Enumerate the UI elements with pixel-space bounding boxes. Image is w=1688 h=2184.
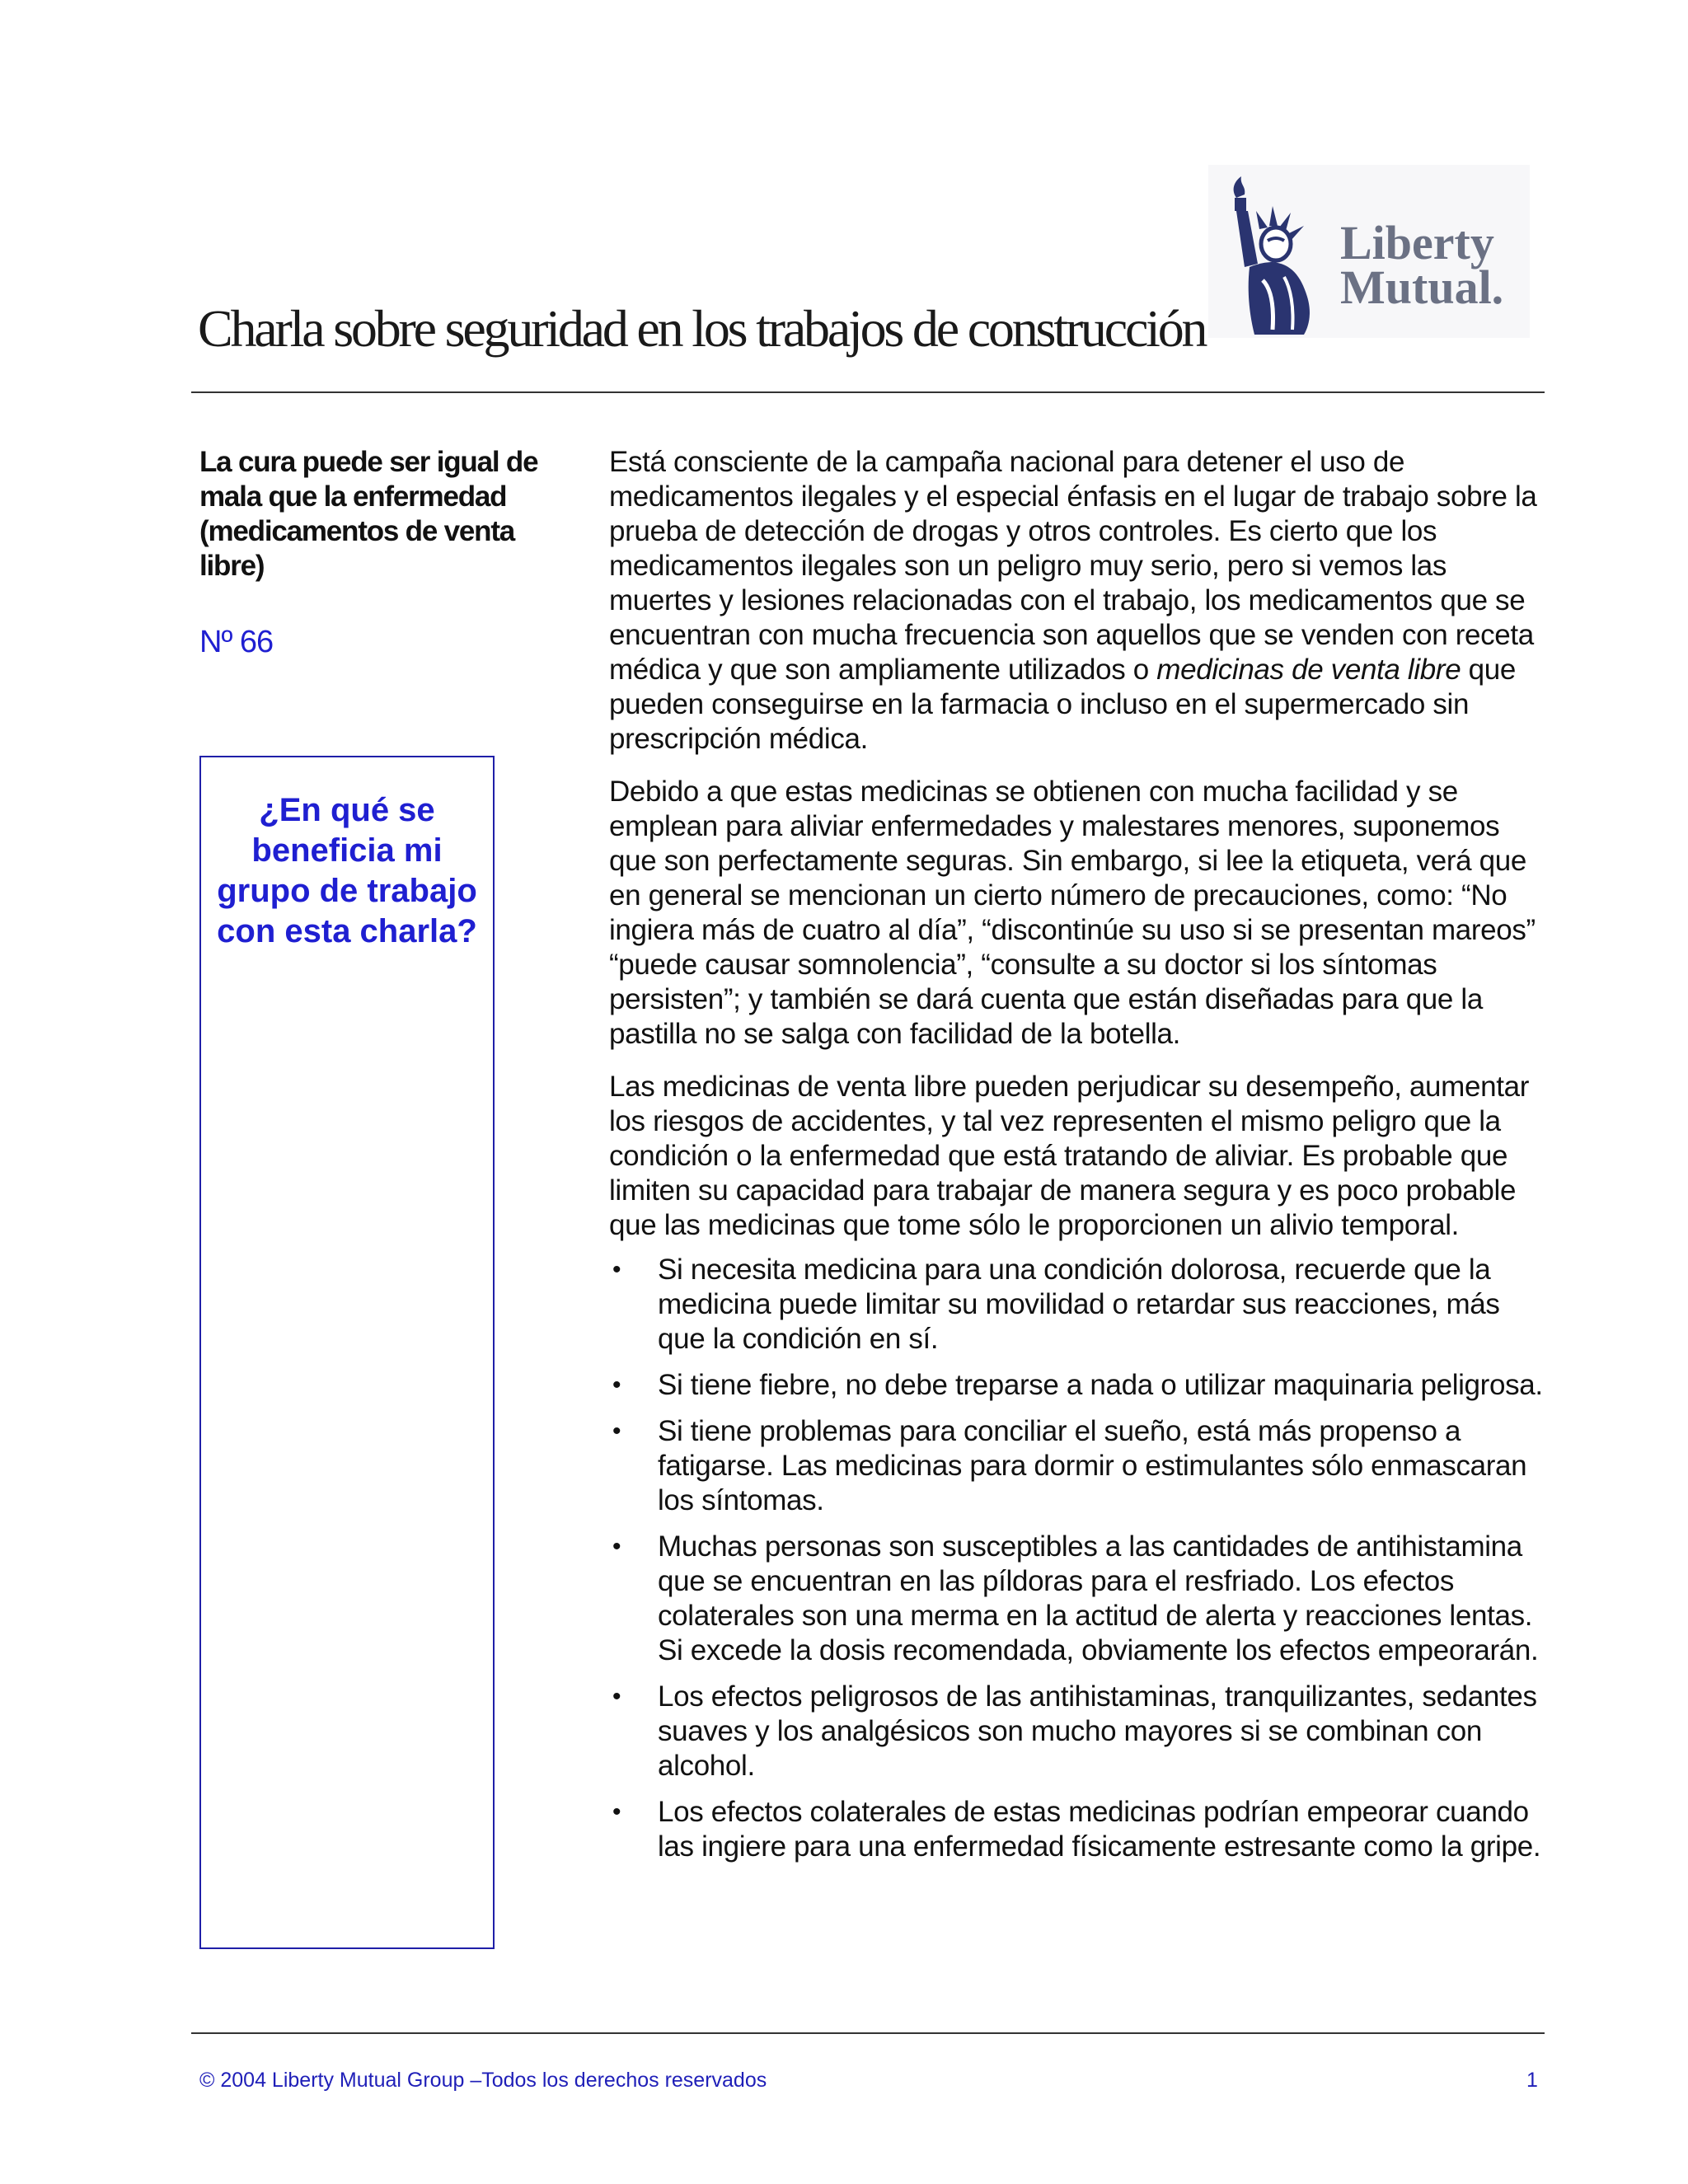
bullet-icon: • xyxy=(612,1371,621,1399)
list-item-text: Los efectos peligrosos de las antihistaminas, tranquilizantes, sedantes suaves y los analgésicos son mucho mayores si se combinan con alcohol. xyxy=(658,1680,1537,1782)
paragraph-3: Las medicinas de venta libre pueden perjudicar su desempeño, aumentar los riesgos de accidentes, y tal vez representen el mismo peligro que la condición o la enfermedad que está tratando de aliviar. Es probable que limiten su capacidad para trabajar de manera segura y es poco probable que las medicinas que tome sólo le proporcionen un alivio temporal. xyxy=(609,1071,1529,1241)
statue-of-liberty-icon xyxy=(1208,165,1340,338)
footer-divider xyxy=(191,2032,1545,2034)
list-item xyxy=(609,1414,1545,1518)
list-item xyxy=(609,1795,1545,1864)
logo-text-liberty: Liberty xyxy=(1340,216,1494,269)
liberty-mutual-logo xyxy=(1208,165,1530,338)
list-item-text: Si tiene fiebre, no debe treparse a nada o utilizar maquinaria peligrosa. xyxy=(658,1369,1543,1401)
logo-text-mutual: Mutual. xyxy=(1340,260,1504,314)
list-item-text: Muchas personas son susceptibles a las cantidades de antihistamina que se encuentran en las píldoras para el resfriado. Los efectos colaterales son una merma en la actitud de alerta y reacciones lentas. Si excede la dosis recomendada, obviamente los efectos empeorarán. xyxy=(658,1530,1539,1666)
document-title: Charla sobre seguridad en los trabajos de construcción xyxy=(198,299,1206,358)
bullet-icon: • xyxy=(612,1418,621,1445)
list-item xyxy=(609,1530,1545,1668)
header-divider xyxy=(191,391,1545,393)
bullet-icon: • xyxy=(612,1683,621,1710)
bullet-icon: • xyxy=(612,1798,621,1825)
list-item xyxy=(609,1680,1545,1783)
list-item-text: Los efectos colaterales de estas medicinas podrían empeorar cuando las ingiere para una enfermedad físicamente estresante como la gripe. xyxy=(658,1796,1541,1863)
paragraph-1-emphasis: medicinas de venta libre xyxy=(1156,654,1461,686)
benefit-question: ¿En qué se beneficia mi grupo de trabajo con esta charla? xyxy=(217,792,477,949)
topic-subtitle: La cura puede ser igual de mala que la enfermedad (medicamentos de venta libre) xyxy=(199,446,538,582)
paragraph-1 xyxy=(609,445,1545,757)
list-item-text: Si necesita medicina para una condición dolorosa, recuerde que la medicina puede limitar su movilidad o retardar sus reacciones, más que la condición en sí. xyxy=(658,1254,1500,1355)
issue-number: Nº 66 xyxy=(199,625,274,659)
main-content xyxy=(609,445,1545,1876)
paragraph-2: Debido a que estas medicinas se obtienen con mucha facilidad y se emplean para aliviar enfermedades y malestares menores, suponemos que son perfectamente seguras. Sin embargo, si lee la etiqueta, verá que en general se mencionan un cierto número de precauciones, como: “No ingiera más de cuatro al día”, “discontinúe su uso si se presentan mareos” “puede causar somnolencia”, “consulte a su doctor si los síntomas persisten”; y también se dará cuenta que están diseñadas para que la pastilla no se salga con facilidad de la botella. xyxy=(609,776,1536,1050)
bullet-icon: • xyxy=(612,1256,621,1283)
paragraph-1-text-a: Está consciente de la campaña nacional para detener el uso de medicamentos ilegales y el especial énfasis en el lugar de trabajo sobre la prueba de detección de drogas y otros controles. Es cierto que los medicamentos ilegales son un peligro muy serio, pero si vemos las muertes y lesiones relacionadas con el trabajo, los medicamentos que se encuentran con mucha frecuencia son aquellos que se venden con receta médica y que son ampliamente utilizados o xyxy=(609,446,1537,686)
list-item xyxy=(609,1368,1545,1403)
list-item xyxy=(609,1253,1545,1357)
paragraph-1-text-b: que pueden conseguirse en la farmacia o incluso en el supermercado sin prescripción médica. xyxy=(609,654,1517,755)
page-number: 1 xyxy=(1526,2069,1538,2092)
benefit-question-box xyxy=(199,756,495,1949)
bullet-icon: • xyxy=(612,1533,621,1560)
list-item-text: Si tiene problemas para conciliar el sueño, está más propenso a fatigarse. Las medicinas para dormir o estimulantes sólo enmascaran los síntomas. xyxy=(658,1415,1527,1516)
precautions-list xyxy=(609,1253,1545,1864)
footer-copyright: © 2004 Liberty Mutual Group –Todos los derechos reservados xyxy=(199,2069,767,2092)
